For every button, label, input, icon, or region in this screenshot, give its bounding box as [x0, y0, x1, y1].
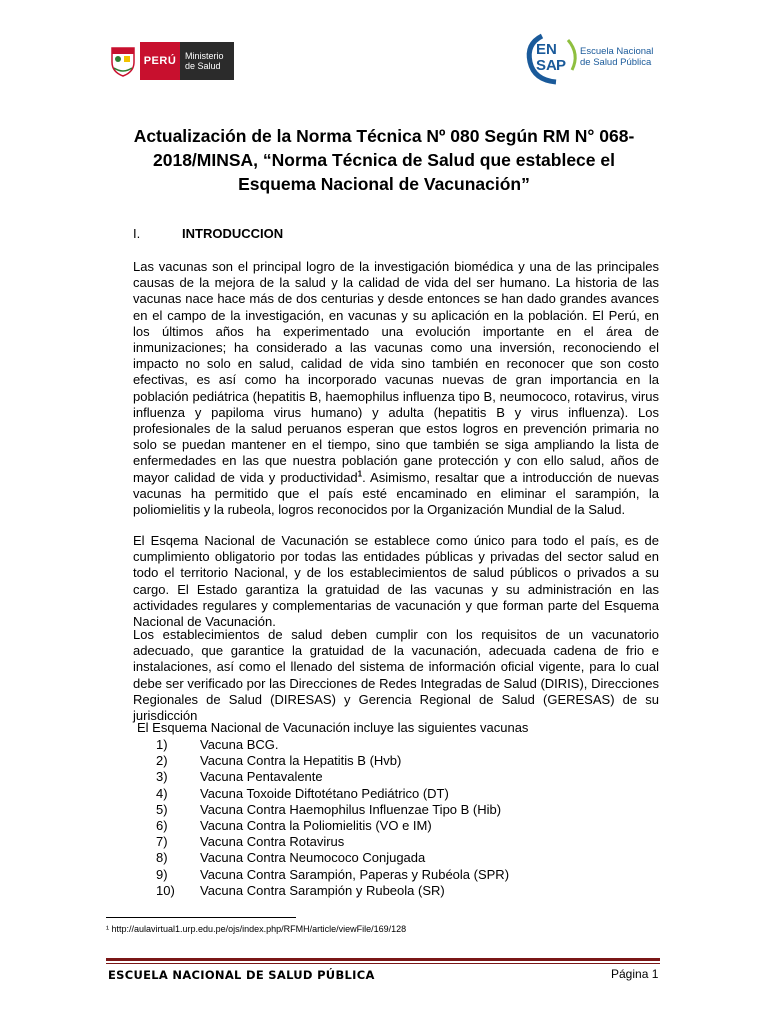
vaccine-number: 2) — [156, 753, 168, 769]
peru-coat-of-arms-icon — [106, 42, 140, 80]
vaccine-list-item — [156, 769, 509, 785]
vaccine-name: Vacuna Contra la Poliomielitis (VO e IM) — [200, 817, 432, 833]
vaccine-name: Vacuna Pentavalente — [200, 769, 323, 785]
vaccine-name: Vacuna Toxoide Diftotétano Pediátrico (DT) — [200, 785, 449, 801]
svg-text:P: P — [556, 57, 567, 74]
paragraph-intro-part2: . Asimismo, resaltar que a introducción de nuevas vacunas ha permitido que el país esté encaminado en eliminar el sarampión, la poliomielitis y la rubeola, logros reconocidos por la Organización Mundial de la Salud. — [133, 469, 660, 518]
vaccine-name: Vacuna Contra Sarampión, Paperas y Rubéola (SPR) — [200, 866, 510, 882]
vaccine-name: Vacuna Contra la Hepatitis B (Hvb) — [200, 753, 402, 769]
minsa-logo — [106, 42, 234, 80]
svg-text:S: S — [536, 57, 547, 74]
ministry-line1: Ministerio — [185, 51, 224, 61]
vaccine-number: 9) — [156, 866, 168, 882]
vaccine-name: Vacuna Contra Haemophilus Influenzae Tipo B (Hib) — [200, 801, 502, 817]
peru-badge: PERÚ — [140, 42, 180, 80]
vaccine-number: 4) — [156, 785, 168, 801]
ministry-label — [180, 42, 234, 80]
svg-text:N: N — [546, 41, 557, 58]
vaccine-list-item — [156, 850, 509, 866]
svg-text:E: E — [536, 41, 547, 58]
vaccine-number: 3) — [156, 769, 168, 785]
vaccine-list-item — [156, 802, 509, 818]
footer-school-name: ESCUELA NACIONAL DE SALUD PÚBLICA — [108, 968, 375, 982]
vaccine-name: Vacuna BCG. — [200, 737, 279, 752]
page-number: Página 1 — [611, 967, 659, 981]
vaccine-list-item — [156, 753, 509, 769]
ensap-line2: de Salud Pública — [580, 57, 652, 68]
vaccine-name: Vacuna Contra Rotavirus — [200, 834, 345, 850]
ministry-line2: de Salud — [185, 61, 221, 71]
section-number: I. — [133, 226, 141, 241]
paragraph-intro-part1: Las vacunas son el principal logro de la investigación biomédica y una de las principales causas de la mejora de la salud y la calidad de vida del ser humano. La historia de las vacunas nace hace más de dos centurias y desde entonces se han dado grandes avances en el campo de la investigación, en vacunas y su aplicación en la población. El Perú, en los últimos años ha experimentado una evolución importante en el área de inmunizaciones; ha considerado a las vacunas como una inversión, reconociendo el impacto no solo en salud, calidad de vida sino también en reconocer que son costo efectivas, es así como ha incorporado vacunas nuevas de gran importancia en la población pediátrica (hepatitis B, haemophilus influenza tipo B, neumococo, rotavirus, virus influenza y papiloma virus humano) y adulta (hepatitis B y virus influenza). Los profesionales de la salud peruanos esperan que estos logros en prevención primaria no solo se puedan mantener en el tiempo, sino que también se siga ampliando la lista de enfermedades en las que nuestra población gane protección y con ello salud, años de mayor calidad de vida y productividad — [133, 259, 659, 485]
footnote-ref: 1 — [357, 469, 363, 479]
paragraph-scheme: El Esqema Nacional de Vacunación se establece como único para todo el país, es de cumplimiento obligatorio por todas las entidades públicas y privadas del sector salud en todo el territorio Nacional, y de los establecimientos de salud públicos o privados a su cargo. El Estado garantiza la gratuidad de las vacunas y su administración en las actividades regulares y complementarias de vacunación y que forman parte del Esquema Nacional de Vacunación. — [133, 533, 659, 630]
vaccine-list-item — [156, 786, 509, 802]
vaccine-list-item — [156, 818, 509, 834]
document-title: Actualización de la Norma Técnica Nº 080 Según RM N° 068-2018/MINSA, “Norma Técnica de Salud que establece el Esquema Nacional de Vacunación” — [133, 126, 635, 194]
vaccine-name: Vacuna Contra Sarampión y Rubeola (SR) — [200, 882, 445, 898]
footer-rule-thin — [106, 963, 660, 964]
footnote-separator — [106, 917, 296, 918]
footnote: ¹ http://aulavirtual1.urp.edu.pe/ojs/index.php/RFMH/article/viewFile/169/128 — [106, 924, 407, 934]
paragraph-facilities: Los establecimientos de salud deben cumplir con los requisitos de un vacunatorio adecuado, que garantice la gratuidad de la vacunación, adecuada cadena de frio e instalaciones, así como el llenado del sistema de información oficial vigente, para lo cual debe ser verificado por las Direcciones de Redes Integradas de Salud (DIRIS), Direcciones Regionales de Salud (DIRESAS) y Gerencia Regional de Salud (GERESAS) de su jurisdicción — [133, 627, 659, 724]
vaccine-name: Vacuna Contra Neumococo Conjugada — [200, 850, 426, 866]
vaccine-number: 7) — [156, 834, 168, 850]
vaccine-number: 6) — [156, 817, 168, 833]
vaccine-list — [156, 737, 509, 899]
section-title: INTRODUCCION — [182, 226, 284, 241]
vaccine-list-item — [156, 883, 509, 899]
paragraph-intro — [133, 259, 659, 518]
vaccine-list-item — [156, 867, 509, 883]
footer-rule — [106, 958, 660, 961]
vaccine-number: 1) — [156, 737, 168, 752]
vaccine-number: 8) — [156, 850, 168, 866]
vaccine-list-item — [156, 834, 509, 850]
ensap-logo — [522, 30, 662, 88]
svg-text:A: A — [546, 57, 557, 74]
list-intro: El Esquema Nacional de Vacunación incluye las siguientes vacunas — [137, 720, 529, 735]
vaccine-number: 5) — [156, 801, 168, 817]
ensap-line1: Escuela Nacional — [580, 46, 654, 57]
ensap-name — [580, 46, 653, 68]
ensap-mark-icon — [522, 30, 582, 88]
vaccine-number: 10) — [156, 882, 175, 898]
vaccine-list-item — [156, 737, 509, 753]
